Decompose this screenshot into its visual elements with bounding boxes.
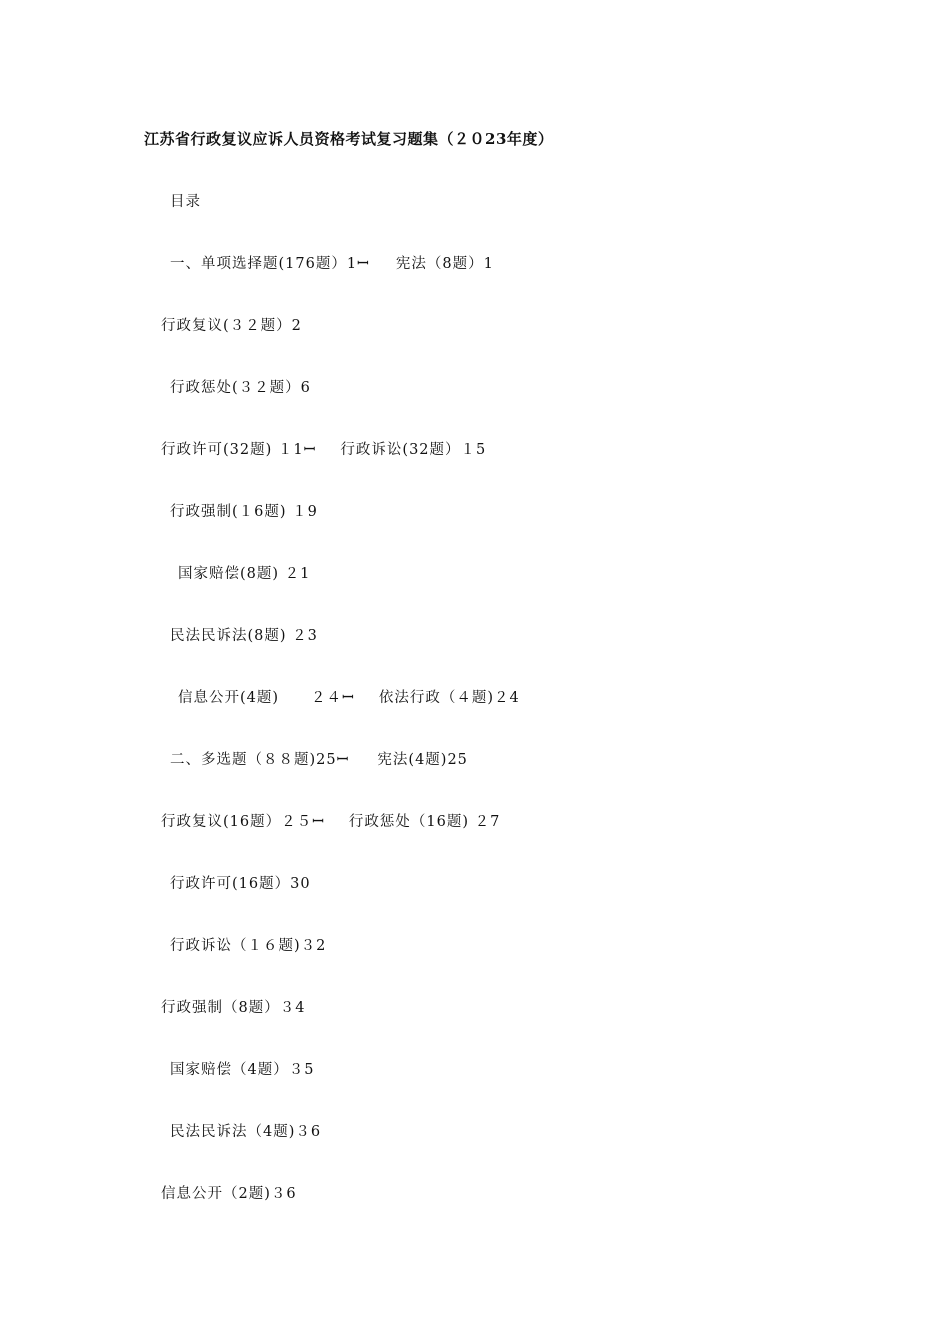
toc-entry: 行政惩处(３２题）6 bbox=[170, 380, 311, 396]
toc-line bbox=[178, 564, 310, 584]
toc-entry: 行政诉讼(32题）１5 bbox=[340, 442, 487, 458]
toc-entry: 行政强制(１6题) １9 bbox=[170, 504, 318, 520]
toc-entry: 一、单项选择题(176题）1ꟷ bbox=[170, 256, 370, 272]
toc-entry: 依法行政（４题)２4 bbox=[378, 690, 520, 706]
toc-entry: 宪法（8题）1 bbox=[395, 256, 494, 272]
toc-line bbox=[178, 688, 520, 708]
toc-entry: 行政复议(３２题）2 bbox=[161, 318, 302, 334]
toc-entry: 行政强制（8题）３4 bbox=[161, 1000, 306, 1016]
toc-line bbox=[170, 626, 318, 646]
toc-line bbox=[161, 812, 500, 832]
toc-line bbox=[161, 1184, 297, 1204]
toc-line bbox=[170, 254, 494, 274]
toc-entry: 行政许可(16题）30 bbox=[170, 876, 311, 892]
toc-entry: 行政惩处（16题) ２7 bbox=[348, 814, 501, 830]
toc-line bbox=[170, 378, 311, 398]
toc-line bbox=[170, 1122, 321, 1142]
toc-line bbox=[170, 874, 311, 894]
toc-entry: 二、多选题（８８题)25ꟷ bbox=[170, 752, 350, 768]
toc-line bbox=[170, 750, 468, 770]
toc-line bbox=[170, 1060, 314, 1080]
toc-entry: 行政复议(16题）２５ꟷ bbox=[161, 814, 325, 830]
toc-line bbox=[170, 936, 326, 956]
document-title: 江苏省行政复议应诉人员资格考试复习题集（２０23年度） bbox=[144, 130, 554, 148]
toc-line bbox=[161, 316, 302, 336]
toc-entry: 宪法(4题)25 bbox=[377, 752, 468, 768]
toc-entry: ２４ꟷ bbox=[311, 690, 355, 706]
toc-heading: 目录 bbox=[170, 194, 201, 210]
toc-line bbox=[170, 502, 318, 522]
toc-entry: 信息公开(4题) bbox=[178, 690, 280, 706]
toc-entry: 信息公开（2题)３6 bbox=[161, 1186, 297, 1202]
toc-entry: 行政许可(32题) １1ꟷ bbox=[161, 442, 317, 458]
toc-line bbox=[161, 440, 486, 460]
toc-entry: 民法民诉法（4题)３6 bbox=[170, 1124, 322, 1140]
toc-entry: 国家赔偿(8题) ２1 bbox=[178, 566, 311, 582]
toc-entry: 国家赔偿（4题）３5 bbox=[170, 1062, 315, 1078]
toc-entry: 民法民诉法(8题) ２3 bbox=[170, 628, 318, 644]
toc-entry: 行政诉讼（１６题)３2 bbox=[170, 938, 327, 954]
toc-line bbox=[161, 998, 305, 1018]
